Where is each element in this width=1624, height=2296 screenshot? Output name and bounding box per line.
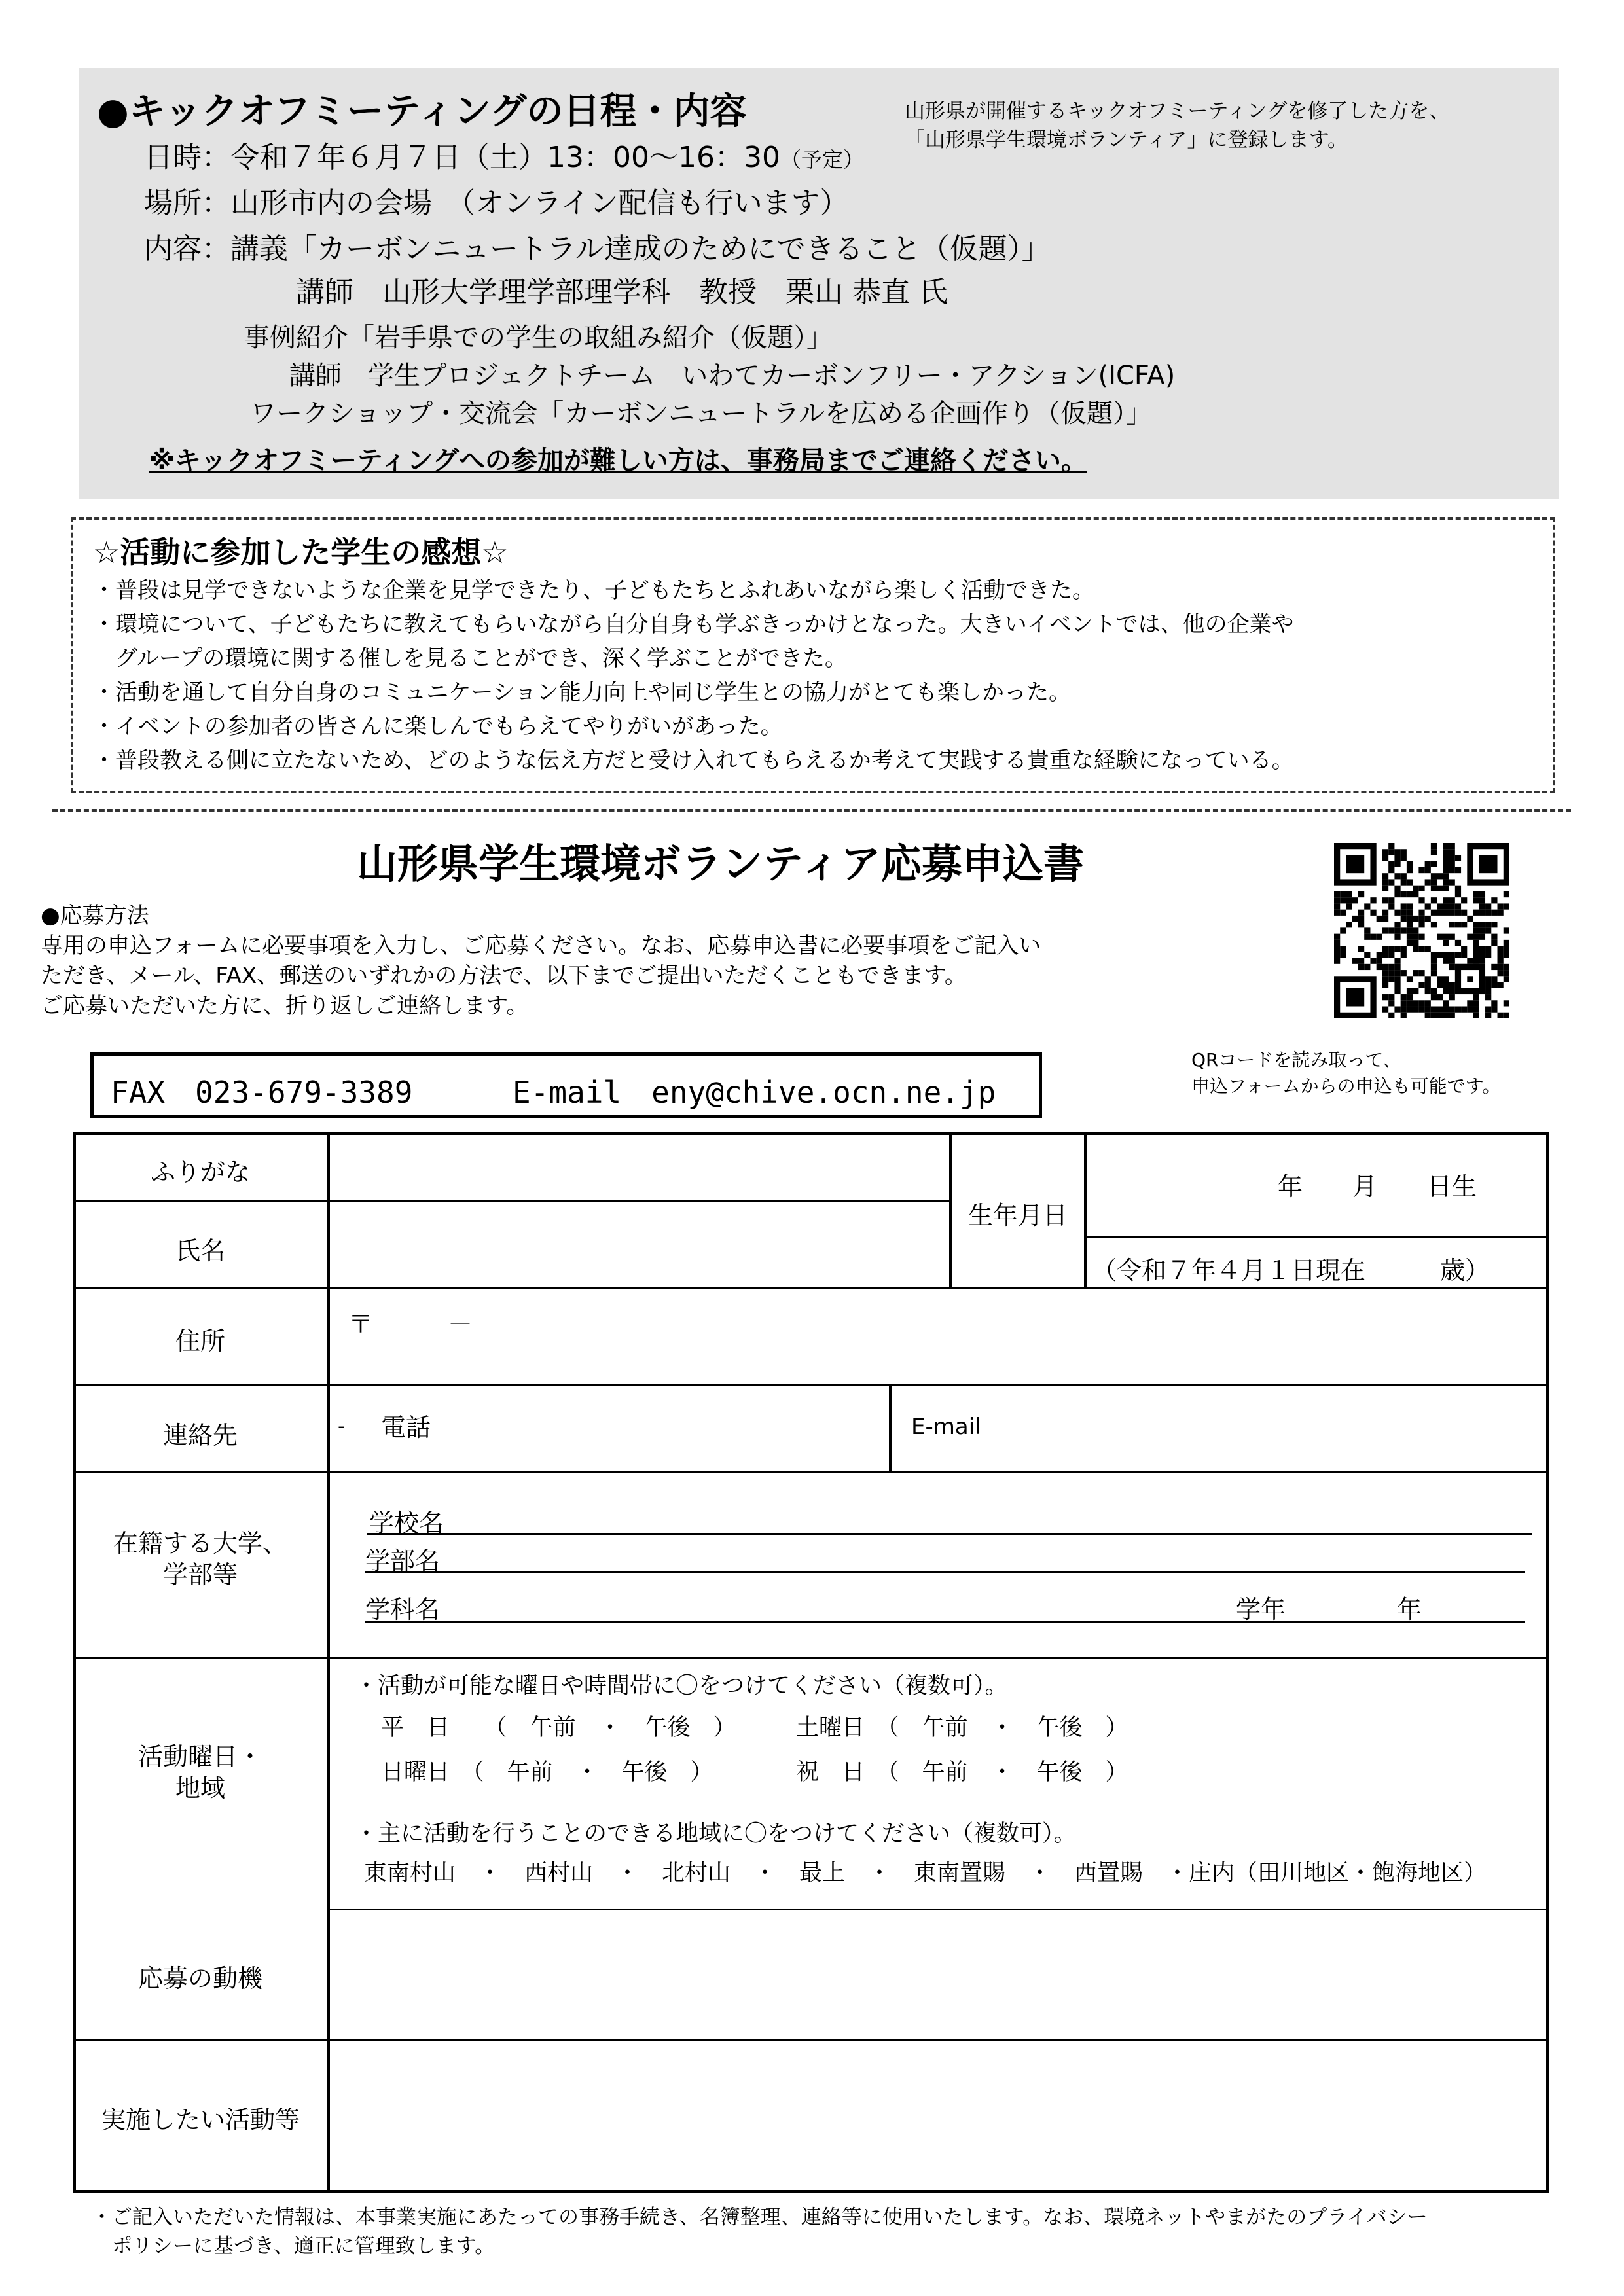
list-item: グループの環境に関する催しを見ることができ、深く学ぶことができた。 [93, 645, 847, 672]
list-item: ・活動を通して自分自身のコミュニケーション能力向上や同じ学生との協力がとても楽しかった。 [93, 679, 1071, 706]
kickoff-lecturer: 講師 山形大学理学部理学科 教授 栗山 恭直 氏 [296, 276, 948, 309]
birthdate-ymd: 年 月 日生 [1278, 1172, 1477, 1201]
impressions-list [93, 573, 1294, 778]
weekday-option[interactable]: 平 日 （ 午前 ・ 午後 ） [381, 1715, 736, 1741]
birthdate-label: 生年月日 [967, 1201, 1068, 1230]
school-label: 在籍する大学、 学部等 [113, 1529, 287, 1589]
saturday-option[interactable]: 土曜日 （ 午前 ・ 午後 ） [796, 1715, 1128, 1741]
kickoff-date: 日時：令和７年６月７日（土）13：00～16：30（予定） [144, 141, 864, 174]
kickoff-warning: ※キックオフミーティングへの参加が難しい方は、事務局までご連絡ください。 [149, 446, 1087, 476]
kickoff-case-study: 事例紹介「岩手県での学生の取組み紹介（仮題）」 [244, 323, 833, 353]
school-name-label: 学校名 [369, 1509, 444, 1537]
furigana-label: ふりがな [150, 1158, 250, 1187]
address-label: 住所 [175, 1327, 225, 1355]
grade-label: 学年 [1236, 1595, 1286, 1624]
list-item: ・普段教える側に立たないため、どのような伝え方だと受け入れてもらえるか考えて実践する貴重な経験になっている。 [93, 747, 1294, 774]
list-item: ・イベントの参加者の皆さんに楽しんでもらえてやりがいがあった。 [93, 713, 783, 740]
kickoff-place: 場所：山形市内の会場 （オンライン配信も行います） [144, 187, 849, 220]
desired-activity-label: 実施したい活動等 [100, 2106, 300, 2134]
department-name-label: 学科名 [365, 1595, 441, 1624]
sunday-option[interactable]: 日曜日 （ 午前 ・ 午後 ） [381, 1759, 713, 1785]
method-heading: ●応募方法 [41, 903, 149, 929]
activity-label: 活動曜日・ 地域 [137, 1742, 262, 1803]
kickoff-title: ●キックオフミーティングの日程・内容 [97, 90, 747, 133]
contact-info-box [90, 1052, 1042, 1118]
contact-dash: - [338, 1415, 345, 1438]
grade-unit: 年 [1397, 1595, 1422, 1624]
form-title: 山形県学生環境ボランティア応募申込書 [356, 840, 1085, 888]
email-address[interactable]: E-mail eny@chive.ocn.ne.jp [513, 1075, 996, 1110]
application-method: ●応募方法 専用の申込フォームに必要事項を入力し、ご応募ください。なお、応募申込書に必要事項をご記入い ただき、メール、FAX、郵送のいずれかの方法で、以下までご提出いただくこともできます。 ご応募いただいた方に、折り返しご連絡します。 [41, 901, 1041, 1021]
region-instruction: ・主に活動を行うことのできる地域に〇をつけてください（複数可）。 [355, 1821, 1077, 1847]
qr-note: QRコードを読み取って、 申込フォームからの申込も可能です。 [1191, 1049, 1501, 1097]
kickoff-registration-note: 山形県が開催するキックオフミーティングを修了した方を、 「山形県学生環境ボランティア」に登録します。 [905, 99, 1450, 152]
impressions-heading: ☆活動に参加した学生の感想☆ [93, 535, 509, 570]
student-impressions-box [71, 517, 1555, 793]
phone-label: 電話 [381, 1413, 431, 1442]
kickoff-case-lecturer: 講師 学生プロジェクトチーム いわてカーボンフリー・アクション(ICFA) [289, 361, 1176, 391]
holiday-option[interactable]: 祝 日 （ 午前 ・ 午後 ） [796, 1759, 1128, 1785]
application-form-table [73, 1132, 1549, 2193]
contact-label: 連絡先 [162, 1421, 238, 1450]
kickoff-workshop: ワークショップ・交流会「カーボンニュートラルを広める企画作り（仮題）」 [250, 399, 1152, 429]
kickoff-content: 内容：講義「カーボンニュートラル達成のためにできること（仮題）」 [144, 232, 1051, 266]
privacy-footer: ・ご記入いただいた情報は、本事業実施にあたっての事務手続き、名簿整理、連絡等に使用いたします。なお、環境ネットやまがたのプライバシー ポリシーに基づき、適正に管理致します。 [92, 2206, 1428, 2258]
kickoff-info-box [79, 68, 1559, 499]
days-instruction: ・活動が可能な曜日や時間帯に〇をつけてください（複数可）。 [355, 1673, 1008, 1699]
cut-line-divider [52, 809, 1571, 812]
name-label: 氏名 [175, 1236, 225, 1265]
list-item: ・環境について、子どもたちに教えてもらいながら自分自身も学ぶきっかけとなった。大きいイベントでは、他の企業や [93, 611, 1294, 637]
postal-code-mark: 〒 － [348, 1310, 473, 1338]
fax-number: FAX 023-679-3389 [111, 1075, 413, 1110]
list-item: ・普段は見学できないような企業を見学できたり、子どもたちとふれあいながら楽しく活動できた。 [93, 577, 1094, 603]
motivation-label: 応募の動機 [137, 1964, 262, 1993]
qr-code-icon[interactable] [1334, 843, 1509, 1018]
email-label: E-mail [911, 1414, 981, 1440]
age-note: （令和７年４月１日現在 歳） [1092, 1256, 1490, 1285]
faculty-name-label: 学部名 [365, 1547, 441, 1575]
region-options[interactable]: 東南村山 ・ 西村山 ・ 北村山 ・ 最上 ・ 東南置賜 ・ 西置賜 ・庄内（田川地区・飽海地区） [364, 1860, 1487, 1886]
